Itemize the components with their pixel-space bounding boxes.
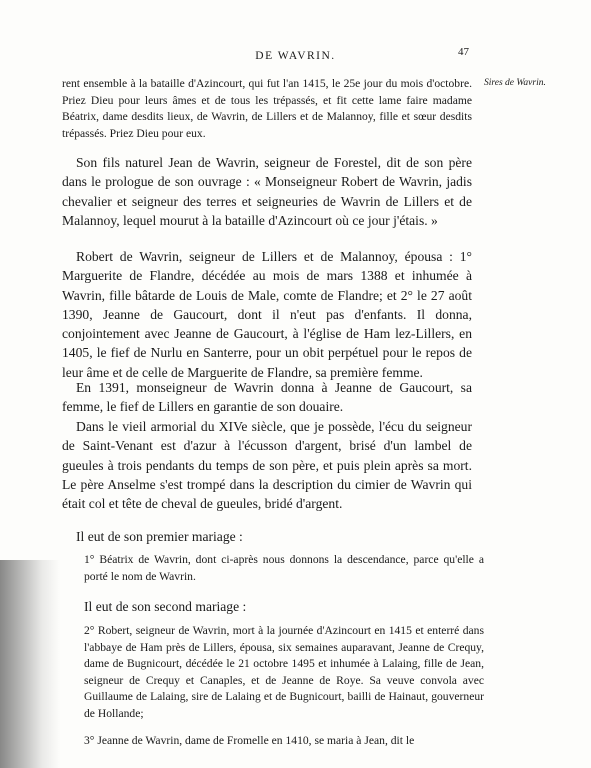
running-head: DE WAVRIN. [255,50,336,62]
page-number: 47 [458,46,469,58]
paragraph-douaire: En 1391, monseigneur de Wavrin donna à Jeanne de Gaucourt, sa femme, le fief de Lillers en garantie de son douaire. [62,380,472,415]
child-robert: 2° Robert, seigneur de Wavrin, mort à la journée d'Azincourt en 1415 et enterré dans l'abbaye de Ham près de Lillers, épousa, six semaines auparavant, Jeanne de Crequy, dame de Bugnicourt, décédée le 21 octobre 1495 et inhumée à Lalaing, fille de Jean, seigneur de Crequy et Canaples, et de Jeanne de Roye. Sa veuve convola avec Guillaume de Lalaing, sire de Lalaing et de Bugnicourt, bailli de Hainaut, gouverneur de Hollande; [84,624,484,720]
child-beatrix: 1° Béatrix de Wavrin, dont ci-après nous donnons la descendance, parce qu'elle a porté le nom de Wavrin. [84,553,484,583]
heading-second-marriage: Il eut de son second mariage : [84,599,247,614]
scan-shadow [0,560,60,768]
child-jeanne: 3° Jeanne de Wavrin, dame de Fromelle en 1410, se maria à Jean, dit le [84,734,415,747]
paragraph-armorial: Dans le vieil armorial du XIVe siècle, que je possède, l'écu du seigneur de Saint-Venant est d'azur à l'écusson d'argent, brisé d'un lambel de gueules à trois pendants du temps de son père, et puis plein après sa mort. Le père Anselme s'est trompé dans la description du cimier de Wavrin qui était col et tête de cheval de gueules, bridé d'argent. [62,419,472,512]
paragraph-natural-son: Son fils naturel Jean de Wavrin, seigneur de Forestel, dit de son père dans le prologue de son ouvrage : « Monseigneur Robert de Wavrin, jadis chevalier et seigneur des terres et seigneuries de Wavrin de Lillers et de Malannoy, lequel mourut à la bataille d'Azincourt où ce jour j'étais. » [62,155,472,228]
marginal-note: Sires de Wavrin. [484,78,546,88]
paragraph-epitaph-end: rent ensemble à la bataille d'Azincourt, qui fut l'an 1415, le 25e jour du mois d'octobre. Priez Dieu pour leurs âmes et de tous les trépassés, et fit cette lame faire madame Béatrix, dame desdits lieux, de Wavrin, de Lillers et de Malannoy, fille et sœur desdits trépassés. Priez Dieu pour eux. [62,77,472,140]
paragraph-robert-marriages: Robert de Wavrin, seigneur de Lillers et de Malannoy, épousa : 1° Marguerite de Flandre, décédée au mois de mars 1388 et inhumée à Wavrin, fille bâtarde de Louis de Male, comte de Flandre; et 2° le 27 août 1390, Jeanne de Gaucourt, dont il n'eut pas d'enfants. Il donna, conjointement avec Jeanne de Gaucourt, à l'église de Ham lez-Lillers, en 1405, le fief de Nurlu en Santerre, pour un obit perpétuel pour le repos de leur âme et de celle de Marguerite de Flandre, sa première femme. [62,249,472,380]
heading-first-marriage: Il eut de son premier mariage : [76,529,243,544]
